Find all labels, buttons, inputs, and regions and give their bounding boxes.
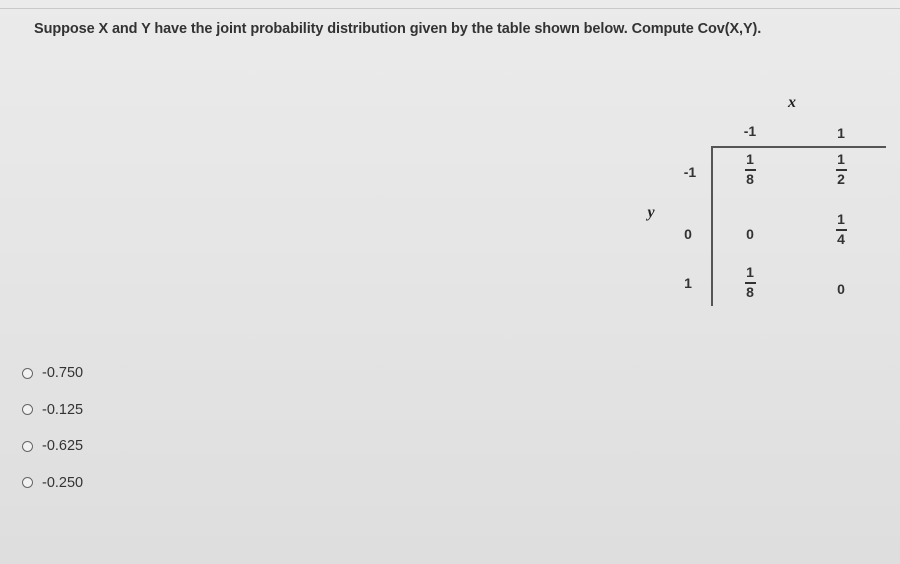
- denominator: 8: [746, 283, 754, 300]
- cell-ym1-x1: [831, 152, 851, 187]
- radio-button[interactable]: [22, 368, 33, 379]
- y-value-0: 0: [684, 226, 692, 242]
- denominator: 4: [837, 230, 845, 247]
- numerator: 1: [837, 211, 845, 227]
- x-value-1: 1: [837, 125, 845, 141]
- option-label: -0.125: [42, 401, 84, 418]
- numerator: 1: [746, 264, 754, 280]
- numerator: 1: [746, 151, 754, 167]
- denominator: 8: [746, 170, 754, 187]
- numerator: 1: [837, 151, 845, 167]
- x-value-neg1: -1: [743, 123, 757, 139]
- option-4[interactable]: [22, 473, 83, 493]
- radio-button[interactable]: [22, 477, 33, 488]
- option-2[interactable]: [22, 400, 83, 420]
- option-label: -0.625: [42, 438, 84, 454]
- radio-button[interactable]: [22, 404, 33, 415]
- radio-button[interactable]: [22, 441, 33, 452]
- option-label: -0.750: [42, 365, 84, 381]
- y-value-1: 1: [684, 275, 692, 291]
- y-variable-label: y: [647, 204, 655, 221]
- cell-y1-xm1: [740, 265, 760, 300]
- answer-options: [22, 363, 83, 509]
- option-3[interactable]: [22, 436, 83, 456]
- option-label: -0.250: [42, 474, 84, 491]
- cell-y1-x1: 0: [837, 281, 845, 297]
- header-rule: [712, 146, 886, 148]
- question-text: Suppose X and Y have the joint probability distribution given by the table shown below. Compute Cov(X,Y).: [34, 21, 762, 37]
- y-value-neg1: -1: [683, 164, 697, 180]
- row-header-rule: [711, 146, 713, 306]
- cell-y0-x1: [831, 212, 851, 247]
- cell-y0-xm1: 0: [746, 226, 754, 242]
- option-1[interactable]: [22, 363, 83, 383]
- denominator: 2: [837, 170, 845, 187]
- cell-ym1-xm1: [740, 152, 760, 187]
- x-variable-label: x: [788, 94, 796, 111]
